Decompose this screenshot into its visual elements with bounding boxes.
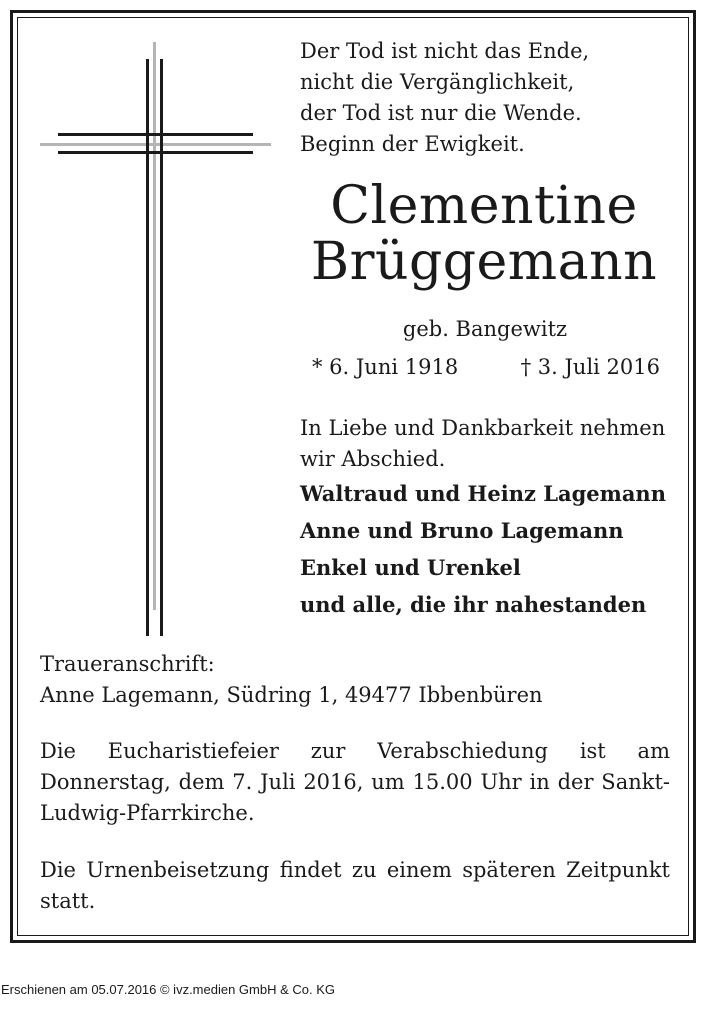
mourning-address xyxy=(40,649,543,711)
service-info: Die Eucharistiefeier zur Verabschiedung ist am Donnerstag, dem 7. Juli 2016, um 15.00 Uhr in der Sankt-Ludwig-Pfarrkirche. xyxy=(40,739,670,825)
publication-footer: Erschienen am 05.07.2016 © ivz.medien GmbH & Co. KG xyxy=(1,982,336,997)
last-name: Brüggemann xyxy=(310,232,658,292)
burial-info: Die Urnenbeisetzung findet zu einem späteren Zeitpunkt statt. xyxy=(40,858,670,913)
poem-line: nicht die Vergänglichkeit, xyxy=(300,70,575,94)
address-value: Anne Lagemann, Südring 1, 49477 Ibbenbüren xyxy=(40,683,543,707)
cross-icon xyxy=(40,42,272,612)
poem-line: Beginn der Ewigkeit. xyxy=(300,132,525,156)
poem-line: Der Tod ist nicht das Ende, xyxy=(300,39,590,63)
poem xyxy=(300,36,589,160)
deceased-name xyxy=(298,178,670,290)
birth-date: * 6. Juni 1918 xyxy=(312,355,459,379)
mourners-list xyxy=(300,480,666,628)
farewell-text xyxy=(300,413,665,475)
death-date: † 3. Juli 2016 xyxy=(520,355,660,379)
first-name: Clementine xyxy=(330,176,638,236)
mourner: Waltraud und Heinz Lagemann xyxy=(300,481,666,506)
mourner: und alle, die ihr nahestanden xyxy=(300,592,647,617)
mourner: Enkel und Urenkel xyxy=(300,555,521,580)
farewell-line: wir Abschied. xyxy=(300,447,446,471)
farewell-line: In Liebe und Dankbarkeit nehmen xyxy=(300,416,666,440)
poem-line: der Tod ist nur die Wende. xyxy=(300,101,582,125)
mourner: Anne und Bruno Lagemann xyxy=(300,518,624,543)
birth-name: geb. Bangewitz xyxy=(402,317,568,341)
address-label: Traueranschrift: xyxy=(40,652,215,676)
